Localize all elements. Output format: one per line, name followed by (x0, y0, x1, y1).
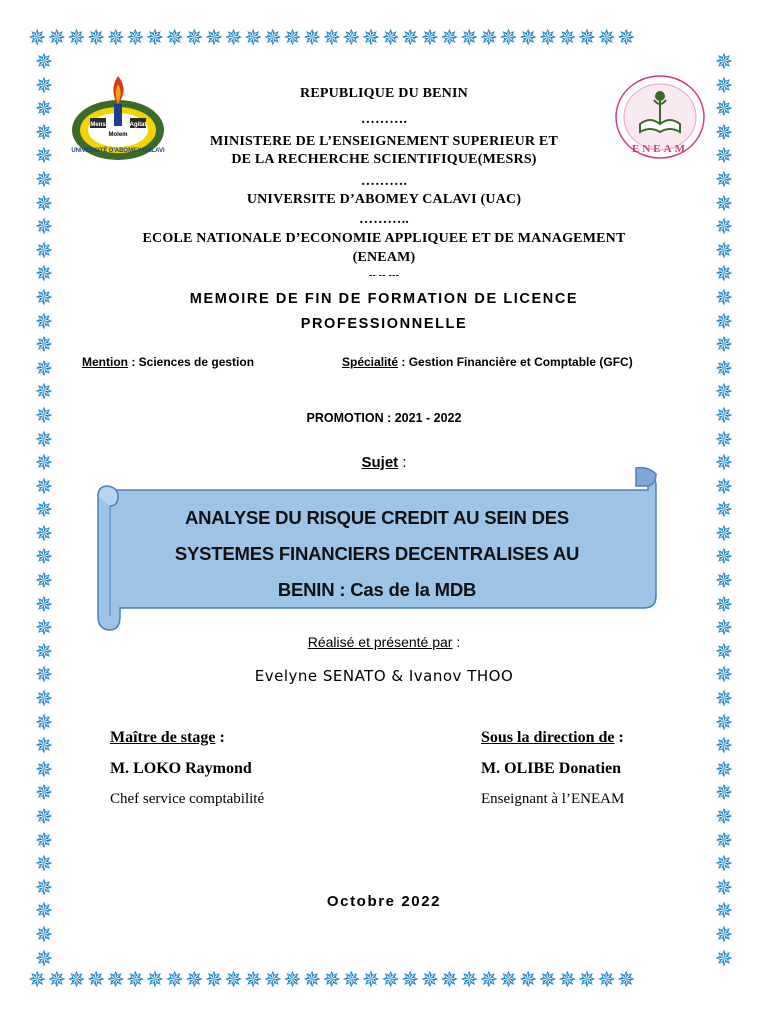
school-line1: ECOLE NATIONALE D’ECONOMIE APPLIQUEE ET DE MANAGEMENT (142, 231, 626, 246)
mention-value: : Sciences de gestion (128, 355, 255, 369)
date: Octobre 2022 (326, 893, 442, 910)
memoire-line1: MEMOIRE DE FIN DE FORMATION DE LICENCE (189, 291, 579, 307)
maitre-colon: : (215, 729, 225, 746)
eneam-ring-text: ENEAM (632, 143, 688, 155)
uac-motto-left: Mens (90, 122, 106, 128)
maitre-name: M. LOKO Raymond (110, 760, 252, 777)
title-line2: SYSTEMES FINANCIERS DECENTRALISES AU (174, 543, 580, 564)
university-name: UNIVERSITE D’ABOMEY CALAVI (UAC) (246, 192, 522, 207)
separator-dots: ………. (360, 174, 408, 189)
maitre-role: Chef service comptabilité (110, 791, 265, 807)
specialite-line (342, 355, 633, 369)
promotion: PROMOTION : 2021 - 2022 (306, 411, 462, 425)
sujet-colon: : (398, 454, 407, 471)
direction-role: Enseignant à l’ENEAM (481, 791, 625, 807)
maitre-heading (110, 729, 225, 747)
title-line1: ANALYSE DU RISQUE CREDIT AU SEIN DES (184, 507, 570, 528)
ministry-line2: DE LA RECHERCHE SCIENTIFIQUE(MESRS) (231, 152, 537, 167)
direction-label: Sous la direction de (481, 729, 615, 746)
specialite-label: Spécialité (342, 355, 399, 369)
mention-label: Mention (82, 355, 128, 369)
separator-dashes: -- -- --- (368, 270, 400, 281)
realise-heading (0, 634, 768, 650)
republic-title: REPUBLIQUE DU BENIN (300, 86, 468, 101)
border-left: ✵ ✵ ✵ ✵ ✵ ✵ ✵ ✵ ✵ ✵ ✵ ✵ ✵ ✵ ✵ ✵ ✵ ✵ ✵ ✵ ✵ ✵ ✵ ✵ ✵ ✵ ✵ ✵ ✵ ✵ ✵ ✵ ✵ ✵ ✵ ✵ ✵ ✵ ✵ (34, 52, 54, 972)
border-bottom: ✵✵✵✵✵✵✵✵✵✵✵✵✵✵✵✵✵✵✵✵✵✵✵✵✵✵✵✵✵✵✵ (28, 970, 637, 993)
border-top: ✵✵✵✵✵✵✵✵✵✵✵✵✵✵✵✵✵✵✵✵✵✵✵✵✵✵✵✵✵✵✵ (28, 28, 637, 51)
uac-ring-text: UNIVERSITÉ D'ABOMEY-CALAVI (71, 148, 165, 154)
separator-dots: ……….. (359, 212, 409, 227)
sujet-label: Sujet (361, 454, 399, 471)
specialite-value: : Gestion Financière et Comptable (GFC) (398, 355, 633, 369)
border-right: ✵ ✵ ✵ ✵ ✵ ✵ ✵ ✵ ✵ ✵ ✵ ✵ ✵ ✵ ✵ ✵ ✵ ✵ ✵ ✵ ✵ ✵ ✵ ✵ ✵ ✵ ✵ ✵ ✵ ✵ ✵ ✵ ✵ ✵ ✵ ✵ ✵ ✵ ✵ (714, 52, 734, 972)
realise-label: Réalisé et présenté par (307, 634, 453, 650)
mention-line (82, 355, 254, 369)
maitre-label: Maître de stage (110, 729, 216, 746)
memoire-title (96, 500, 658, 608)
direction-colon: : (614, 729, 624, 746)
separator-dots: ………. (360, 112, 408, 127)
school-line2: (ENEAM) (352, 250, 416, 265)
ministry-line1: MINISTERE DE L’ENSEIGNEMENT SUPERIEUR ET (210, 134, 558, 149)
direction-name: M. OLIBE Donatien (481, 760, 622, 777)
direction-heading (481, 729, 624, 747)
memoire-line2: PROFESSIONNELLE (300, 316, 468, 332)
authors: Evelyne SENATO & Ivanov THOO (254, 667, 514, 685)
title-line3: BENIN : Cas de la MDB (277, 579, 477, 600)
uac-motto-right: Agitat (129, 122, 147, 128)
realise-colon: : (452, 634, 461, 650)
uac-motto-mid: Molem (108, 132, 128, 138)
